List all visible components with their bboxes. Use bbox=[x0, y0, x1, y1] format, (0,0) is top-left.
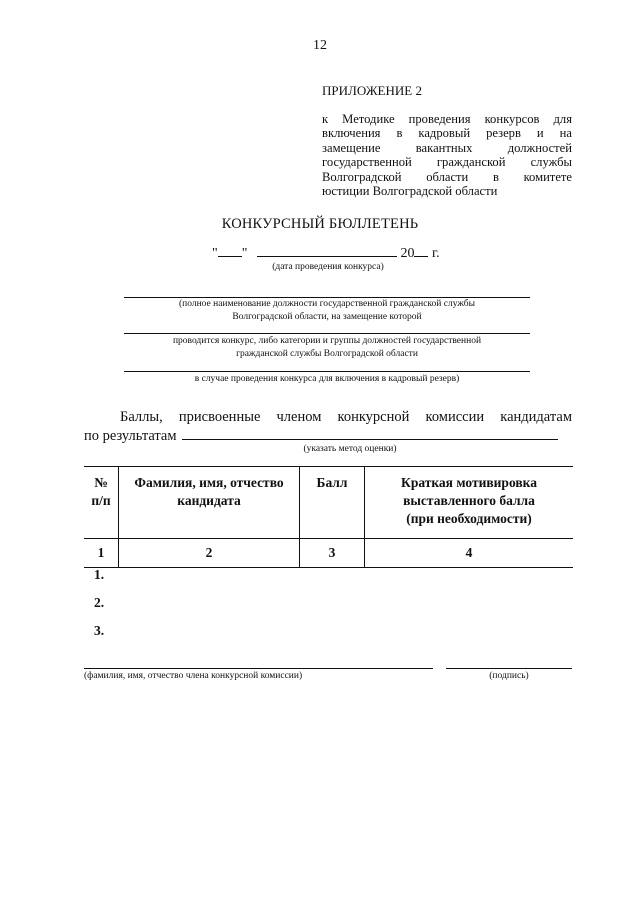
date-suffix: г. bbox=[431, 246, 440, 261]
column-number-cell: 2 bbox=[119, 539, 300, 568]
column-number-cell: 3 bbox=[300, 539, 365, 568]
date-year: 20 bbox=[400, 246, 415, 261]
scores-paragraph bbox=[84, 408, 572, 446]
table-number-row bbox=[84, 539, 573, 568]
scores-table bbox=[84, 466, 573, 568]
member-name-caption: (фамилия, имя, отчество члена конкурсной комиссии) bbox=[84, 671, 303, 681]
header-score-line-1: Балл bbox=[316, 475, 348, 490]
position-caption-5: в случае проведения конкурса для включения в кадровый резерв) bbox=[194, 374, 460, 384]
header-number-line-2: п/п bbox=[91, 493, 111, 508]
table-header-row bbox=[84, 467, 573, 539]
candidate-row-label: 1. bbox=[94, 567, 105, 582]
header-motivation-line-3: (при необходимости) bbox=[406, 511, 532, 526]
day-blank[interactable] bbox=[218, 244, 242, 257]
signature-caption: (подпись) bbox=[489, 671, 529, 681]
column-number-cell: 1 bbox=[84, 539, 119, 568]
date-close-quote: " bbox=[241, 246, 248, 261]
header-full-name bbox=[119, 467, 300, 539]
appendix-line: государственной гражданской службы bbox=[322, 155, 572, 170]
appendix-line: замещение вакантных должностей bbox=[322, 140, 572, 155]
appendix-line: включения в кадровый резерв и на bbox=[322, 126, 572, 141]
paragraph-line-2: по результатам bbox=[84, 428, 177, 444]
position-caption-1: (полное наименование должности государственной гражданской службы bbox=[178, 299, 476, 309]
paragraph-line-1: Баллы, присвоенные членом конкурсной комиссии кандидатам bbox=[120, 409, 572, 425]
date-caption: (дата проведения конкурса) bbox=[272, 262, 384, 272]
candidate-row-label: 2. bbox=[94, 595, 105, 610]
position-line-3[interactable] bbox=[124, 371, 530, 372]
date-open-quote: " bbox=[212, 246, 218, 261]
header-motivation-line-2: выставленного балла bbox=[403, 493, 535, 508]
method-blank[interactable] bbox=[182, 427, 558, 440]
page-number: 12 bbox=[313, 38, 327, 53]
method-caption: (указать метод оценки) bbox=[303, 444, 397, 454]
month-blank[interactable] bbox=[257, 244, 397, 257]
column-number-cell: 4 bbox=[365, 539, 574, 568]
header-full-name-line-1: Фамилия, имя, отчество bbox=[134, 475, 284, 490]
header-full-name-line-2: кандидата bbox=[177, 493, 241, 508]
header-motivation bbox=[365, 467, 574, 539]
header-number bbox=[84, 467, 119, 539]
candidate-row-label: 3. bbox=[94, 623, 105, 638]
document-title: КОНКУРСНЫЙ БЮЛЛЕТЕНЬ bbox=[221, 216, 419, 232]
appendix-description bbox=[322, 112, 572, 198]
appendix-line: Волгоградской области в комитете bbox=[322, 169, 572, 184]
header-motivation-line-1: Краткая мотивировка bbox=[401, 475, 537, 490]
position-caption-2: Волгоградской области, на замещение которой bbox=[232, 312, 422, 322]
appendix-title: ПРИЛОЖЕНИЕ 2 bbox=[322, 83, 422, 98]
position-caption-4: гражданской службы Волгоградской области bbox=[236, 349, 418, 359]
date-field[interactable] bbox=[212, 244, 440, 262]
appendix-line: юстиции Волгоградской области bbox=[322, 184, 498, 199]
position-line-2[interactable] bbox=[124, 333, 530, 334]
position-caption-3: проводится конкурс, либо категории и группы должностей государственной bbox=[172, 336, 482, 346]
header-number-line-1: № bbox=[94, 475, 108, 490]
year-blank[interactable] bbox=[414, 244, 428, 257]
signature-line[interactable] bbox=[446, 668, 572, 669]
header-score bbox=[300, 467, 365, 539]
appendix-line: к Методике проведения конкурсов для bbox=[322, 112, 572, 126]
member-name-line[interactable] bbox=[84, 668, 433, 669]
